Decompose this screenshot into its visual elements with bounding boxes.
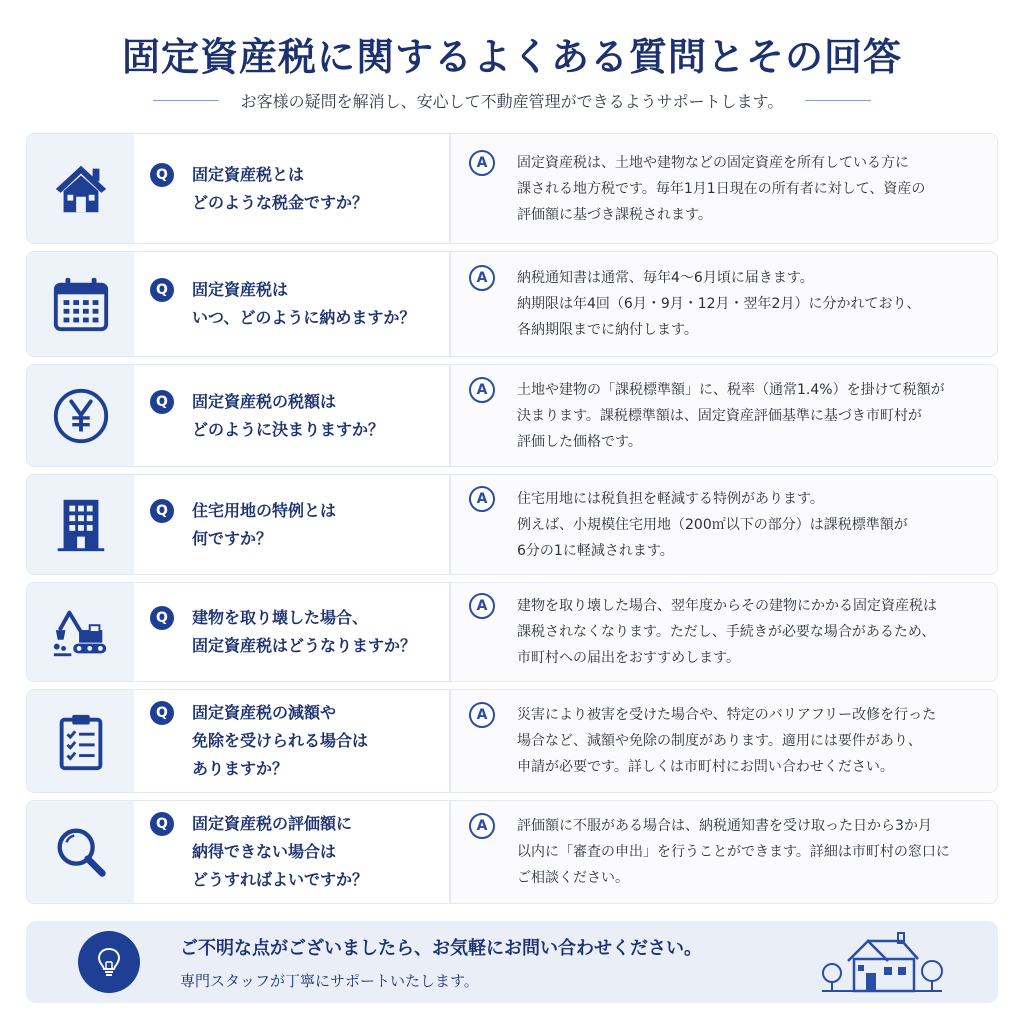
answer-cell xyxy=(451,801,997,903)
question-text: 固定資産税の減額や 免除を受けられる場合は ありますか？ xyxy=(192,703,369,778)
subtitle-row xyxy=(0,88,1024,112)
answer-text: 納税通知書は通常、毎年4〜6月頃に届きます。 納期限は年4回（6月・9月・12月・翌年2月）に分かれており、 各納期限までに納付します。 xyxy=(517,270,921,338)
question-cell xyxy=(134,801,451,903)
faq-item xyxy=(26,800,998,904)
q-badge: Q xyxy=(150,390,174,414)
q-badge: Q xyxy=(150,278,174,302)
page-title: 固定資産税に関するよくある質問とその回答 xyxy=(121,35,902,79)
faq-icon-cell xyxy=(27,134,134,243)
faq-icon-cell xyxy=(27,690,134,792)
page-subtitle: お客様の疑問を解消し、安心して不動産管理ができるようサポートします。 xyxy=(240,91,784,111)
answer-cell xyxy=(451,252,997,356)
faq-icon-cell xyxy=(27,365,134,466)
divider-left xyxy=(153,100,219,101)
a-badge: A xyxy=(469,150,495,176)
a-badge: A xyxy=(469,265,495,291)
question-text: 建物を取り壊した場合、 固定資産税はどうなりますか？ xyxy=(192,608,417,655)
q-badge: Q xyxy=(150,499,174,523)
a-badge: A xyxy=(469,486,495,512)
question-text: 住宅用地の特例とは 何ですか？ xyxy=(192,500,337,548)
a-badge: A xyxy=(469,813,495,839)
magnifier-icon xyxy=(50,821,112,883)
question-text: 固定資産税は いつ、どのように納めますか？ xyxy=(192,280,416,327)
faq-item xyxy=(26,689,998,793)
q-badge: Q xyxy=(150,606,174,630)
house-icon xyxy=(50,158,112,220)
lightbulb-icon xyxy=(78,931,140,993)
clipboard-checklist-icon xyxy=(50,710,112,772)
house-with-trees-icon xyxy=(818,929,946,999)
question-text: 固定資産税の税額は どのように決まりますか？ xyxy=(192,391,385,439)
answer-cell xyxy=(451,583,997,681)
question-cell xyxy=(134,134,451,243)
q-badge: Q xyxy=(150,701,174,725)
a-badge: A xyxy=(469,377,495,403)
answer-cell xyxy=(451,690,997,792)
faq-icon-cell xyxy=(27,475,134,574)
faq-item xyxy=(26,364,998,467)
answer-text: 住宅用地には税負担を軽減する特例があります。 例えば、小規模住宅用地（200㎡以下の部分）は課税標準額が 6分の1に軽減されます。 xyxy=(517,490,908,559)
answer-text: 評価額に不服がある場合は、納税通知書を受け取った日から3か月 以内に「審査の申出」を行うことができます。詳細は市町村の窓口に ご相談ください。 xyxy=(517,818,950,886)
contact-banner xyxy=(26,921,998,1003)
question-cell xyxy=(134,690,451,792)
faq-icon-cell xyxy=(27,801,134,903)
faq-item xyxy=(26,582,998,682)
answer-text: 土地や建物の「課税標準額」に、税率（通常1.4%）を掛けて税額が 決まります。課税標準額は、固定資産評価基準に基づき市町村が 評価した価格です。 xyxy=(517,381,945,450)
question-cell xyxy=(134,365,451,466)
faq-item xyxy=(26,474,998,575)
question-cell xyxy=(134,475,451,574)
faq-item xyxy=(26,133,998,244)
contact-submessage: 専門スタッフが丁寧にサポートいたします。 xyxy=(180,971,479,990)
question-text: 固定資産税の評価額に 納得できない場合は どうすればよいですか？ xyxy=(192,814,369,889)
q-badge: Q xyxy=(150,812,174,836)
question-cell xyxy=(134,583,451,681)
a-badge: A xyxy=(469,702,495,728)
yen-icon xyxy=(50,385,112,447)
excavator-icon xyxy=(50,601,112,663)
faq-icon-cell xyxy=(27,252,134,356)
question-text: 固定資産税とは どのような税金ですか？ xyxy=(192,164,369,212)
contact-message: ご不明な点がございましたら、お気軽にお問い合わせください。 xyxy=(180,937,702,959)
answer-cell xyxy=(451,475,997,574)
q-badge: Q xyxy=(150,163,174,187)
faq-list xyxy=(26,133,998,911)
faq-icon-cell xyxy=(27,583,134,681)
answer-cell xyxy=(451,365,997,466)
answer-text: 災害により被害を受けた場合や、特定のバリアフリー改修を行った 場合など、減額や免除の制度があります。適用には要件があり、 申請が必要です。詳しくは市町村にお問い合わせください。 xyxy=(517,707,937,775)
a-badge: A xyxy=(469,593,495,619)
faq-item xyxy=(26,251,998,357)
divider-right xyxy=(805,100,871,101)
building-icon xyxy=(50,494,112,556)
question-cell xyxy=(134,252,451,356)
answer-cell xyxy=(451,134,997,243)
answer-text: 固定資産税は、土地や建物などの固定資産を所有している方に 課される地方税です。毎年1月1日現在の所有者に対して、資産の 評価額に基づき課税されます。 xyxy=(517,154,926,223)
answer-text: 建物を取り壊した場合、翌年度からその建物にかかる固定資産税は 課税されなくなります。ただし、手続きが必要な場合があるため、 市町村への届出をおすすめします。 xyxy=(517,598,937,666)
calendar-icon xyxy=(50,273,112,335)
